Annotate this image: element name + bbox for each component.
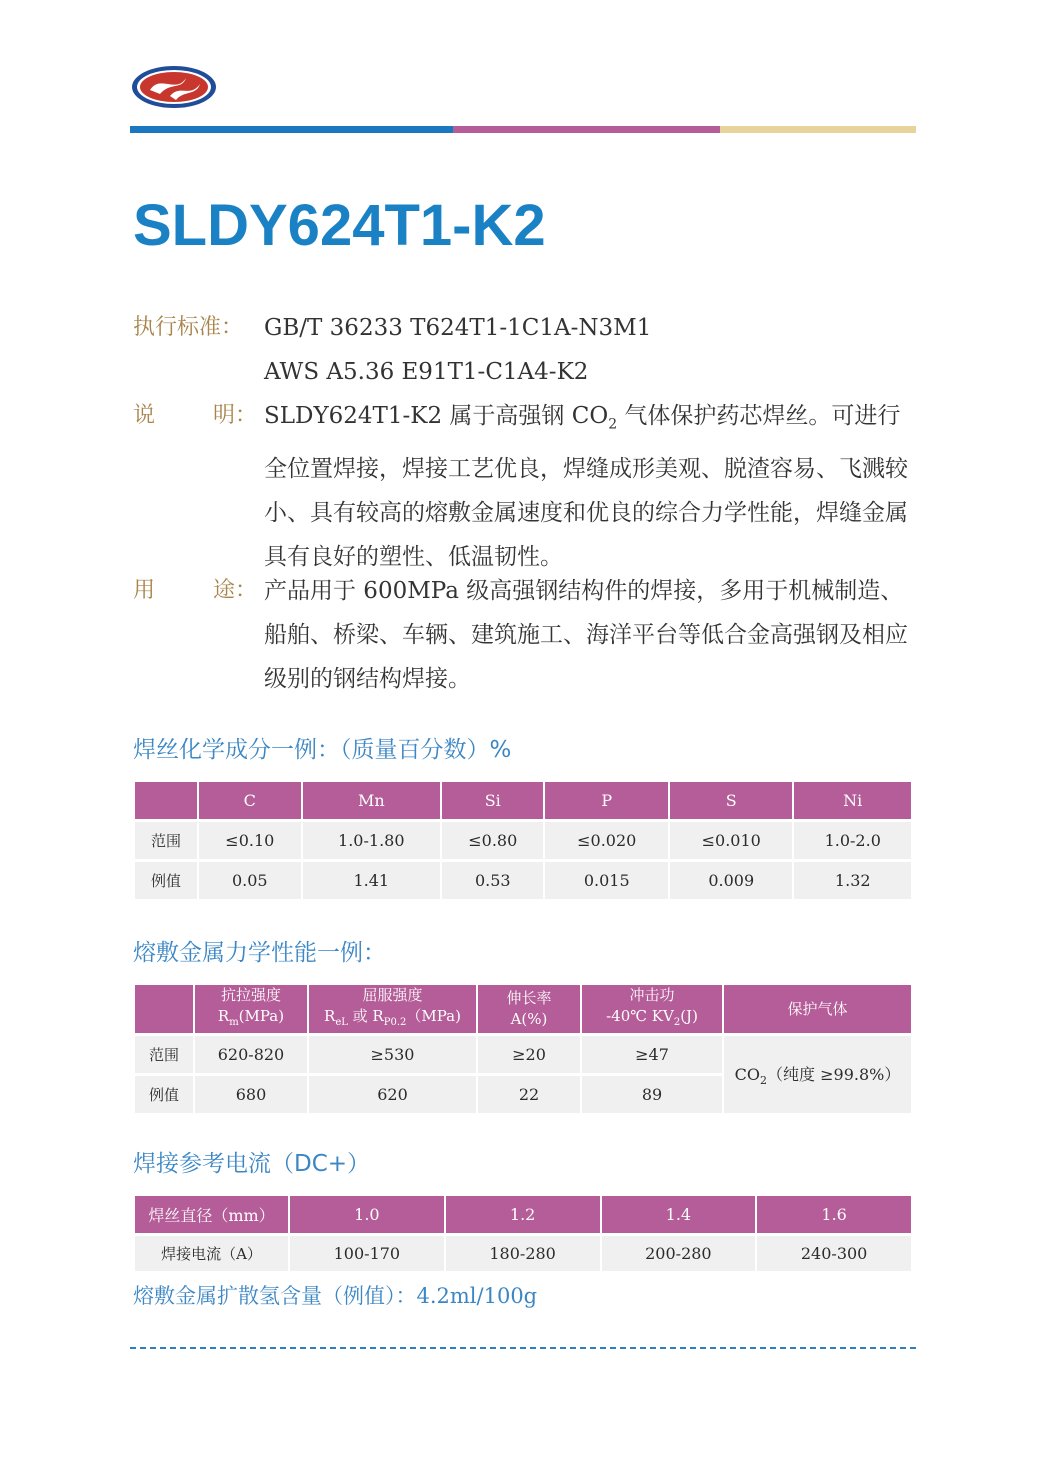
chem-header-row xyxy=(135,782,911,822)
table-row xyxy=(135,862,911,902)
table-row xyxy=(135,1036,911,1076)
mech-cell: ≥20 xyxy=(478,1036,580,1076)
hydrogen-content-note: 熔敷金属扩散氢含量（例值）：4.2ml/100g xyxy=(133,1284,538,1308)
chem-cell: 1.41 xyxy=(303,862,441,902)
mech-header-yield: 屈服强度 $R_{eL}$ 或 $R_{P0.2}(MPa)$ xyxy=(309,985,476,1036)
chem-header-cell: C xyxy=(199,782,300,822)
standard-line-2: AWS A5.36 E91T1-C1A4-K2 xyxy=(264,359,589,385)
chem-cell: 0.009 xyxy=(670,862,793,902)
chem-cell: 范围 xyxy=(135,822,197,862)
mech-header-gas: 保护气体 xyxy=(724,985,911,1036)
chem-header-cell xyxy=(135,782,197,822)
mech-header-empty xyxy=(135,985,193,1036)
chem-cell: 0.015 xyxy=(545,862,668,902)
chem-cell: 1.0-2.0 xyxy=(794,822,911,862)
current-section-title: 焊接参考电流（DC+） xyxy=(133,1151,371,1177)
mech-cell: 680 xyxy=(195,1076,307,1116)
current-header-cell: 1.0 xyxy=(290,1196,444,1236)
chem-cell: 0.53 xyxy=(442,862,543,902)
chem-cell: 1.0-1.80 xyxy=(303,822,441,862)
chem-cell: ≤0.10 xyxy=(199,822,300,862)
mech-cell: ≥47 xyxy=(582,1036,722,1076)
mech-table xyxy=(133,985,913,1116)
mech-cell: 例值 xyxy=(135,1076,193,1116)
chem-cell: 1.32 xyxy=(794,862,911,902)
header-color-bar xyxy=(130,126,916,133)
current-cell: 焊接电流（A） xyxy=(135,1236,288,1274)
header-bar-blue xyxy=(130,126,453,133)
mech-cell: 620 xyxy=(309,1076,476,1116)
usage-text: 产品用于 600MPa 级高强钢结构件的焊接，多用于机械制造、船舶、桥梁、车辆、建筑施工、海洋平台等低合金高强钢及相应级别的钢结构焊接。 xyxy=(264,578,908,692)
mech-header-row xyxy=(135,985,911,1036)
dashed-divider xyxy=(130,1347,916,1349)
mech-cell: 89 xyxy=(582,1076,722,1116)
current-header-cell: 1.6 xyxy=(757,1196,911,1236)
standard-line-1: GB/T 36233 T624T1-1C1A-N3M1 xyxy=(264,315,652,341)
current-cell: 100-170 xyxy=(290,1236,444,1274)
description-text: SLDY624T1-K2 属于高强钢 $CO_2$ 气体保护药芯焊丝。可进行全位置焊接，焊接工艺优良，焊缝成形美观、脱渣容易、飞溅较小、具有较高的熔敷金属速度和优良的综合力学性能，焊缝金属具有良好的塑性、低温韧性。 xyxy=(264,403,908,570)
current-cell: 180-280 xyxy=(446,1236,600,1274)
mech-section-title: 熔敷金属力学性能一例： xyxy=(133,940,386,966)
chem-cell: ≤0.010 xyxy=(670,822,793,862)
current-table xyxy=(133,1196,913,1274)
current-header-cell: 1.2 xyxy=(446,1196,600,1236)
chem-section-title: 焊丝化学成分一例：（质量百分数）% xyxy=(133,737,512,763)
table-row xyxy=(135,822,911,862)
table-row xyxy=(135,1236,911,1274)
chem-header-cell: Mn xyxy=(303,782,441,822)
mech-gas-cell: $CO_2$（纯度 ≥99.8%） xyxy=(724,1036,911,1116)
mech-cell: 22 xyxy=(478,1076,580,1116)
chem-cell: 0.05 xyxy=(199,862,300,902)
mech-header-tensile: 抗拉强度 $R_m(MPa)$ xyxy=(195,985,307,1036)
current-header-cell: 焊丝直径（mm） xyxy=(135,1196,288,1236)
chem-header-cell: Ni xyxy=(794,782,911,822)
mech-header-elongation: 伸长率 A(%) xyxy=(478,985,580,1036)
header-bar-pink xyxy=(453,126,720,133)
chem-cell: ≤0.80 xyxy=(442,822,543,862)
chem-header-cell: P xyxy=(545,782,668,822)
chem-header-cell: S xyxy=(670,782,793,822)
standard-label: 执行标准： xyxy=(133,315,244,340)
chem-table xyxy=(133,782,913,902)
mech-cell: 范围 xyxy=(135,1036,193,1076)
header-bar-beige xyxy=(720,126,916,133)
current-cell: 240-300 xyxy=(757,1236,911,1274)
description-label: 说 明： xyxy=(133,403,258,428)
current-header-cell: 1.4 xyxy=(602,1196,756,1236)
mech-header-impact: 冲击功 -40℃ $KV_2(J)$ xyxy=(582,985,722,1036)
product-title: SLDY624T1-K2 xyxy=(133,193,546,258)
current-cell: 200-280 xyxy=(602,1236,756,1274)
mech-cell: 620-820 xyxy=(195,1036,307,1076)
mech-cell: ≥530 xyxy=(309,1036,476,1076)
chem-header-cell: Si xyxy=(442,782,543,822)
usage-label: 用 途： xyxy=(133,578,258,603)
chem-cell: ≤0.020 xyxy=(545,822,668,862)
chem-cell: 例值 xyxy=(135,862,197,902)
company-logo xyxy=(130,64,218,110)
current-header-row xyxy=(135,1196,911,1236)
